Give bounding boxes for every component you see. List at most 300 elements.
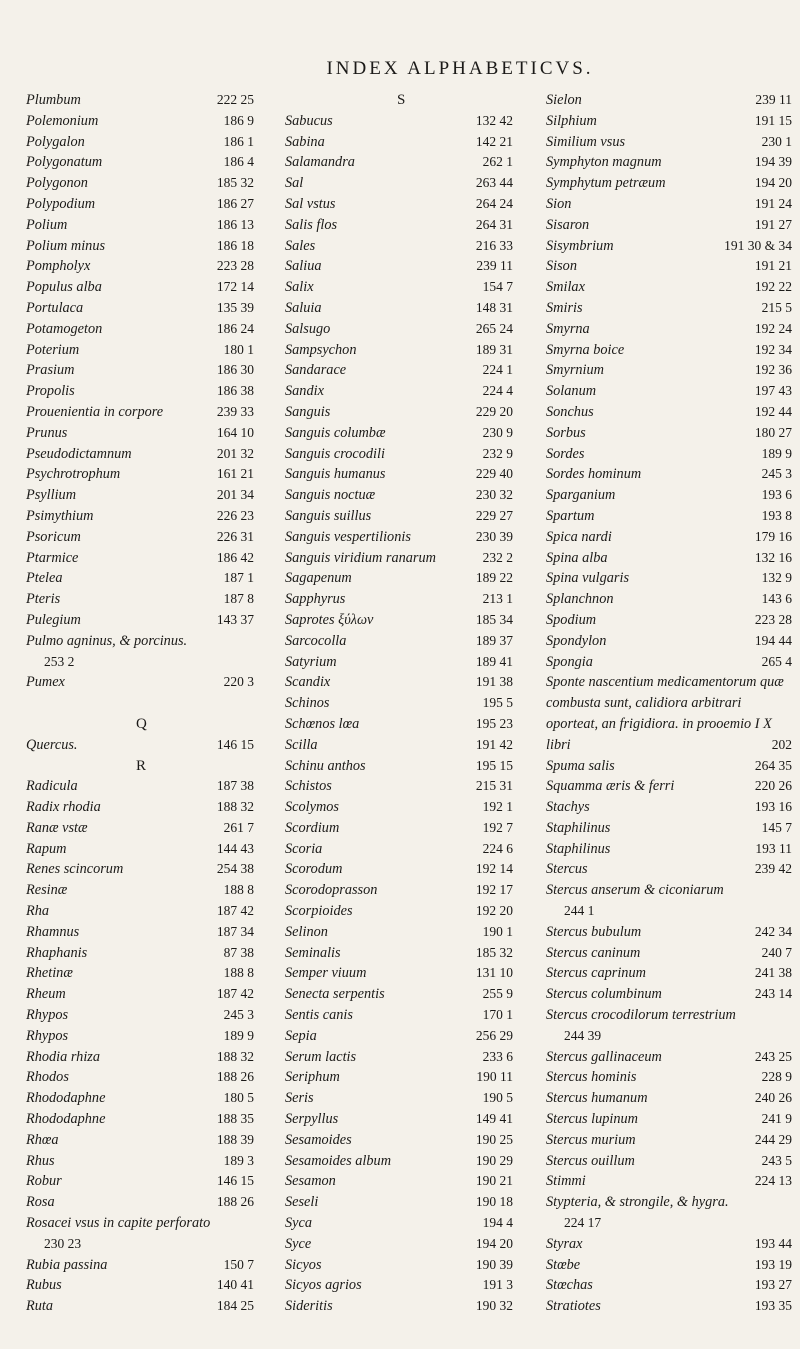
page-reference: 189 3: [223, 1152, 254, 1168]
page-reference: 144 43: [216, 840, 254, 856]
index-term: Prasium: [26, 362, 75, 379]
index-entry: [26, 1171, 254, 1192]
index-term: Propolis: [26, 383, 75, 400]
index-entry: [546, 1047, 792, 1068]
index-entry: [285, 444, 513, 465]
index-entry: [26, 402, 254, 423]
index-entry: [546, 880, 792, 922]
page-reference: 192 7: [482, 819, 513, 835]
index-entry: [26, 672, 254, 693]
index-term: Rhodos: [26, 1069, 69, 1086]
index-term: Spongia: [546, 653, 593, 670]
index-term: Sisymbrium: [546, 237, 614, 254]
index-entry: [285, 340, 513, 361]
page-reference: 202: [771, 736, 792, 752]
page-reference: 187 38: [216, 778, 254, 794]
index-term: Renes scincorum: [26, 861, 124, 878]
index-entry: [26, 1067, 254, 1088]
page-reference: 224 6: [482, 840, 513, 856]
index-term: Rhododaphne: [26, 1090, 106, 1107]
index-term: Rhodia rhiza: [26, 1048, 101, 1065]
index-entry: [546, 1275, 792, 1296]
page-reference: 215 5: [761, 299, 792, 315]
index-entry: [26, 631, 254, 673]
index-term: Rhaphanis: [26, 944, 88, 961]
index-entry: [285, 464, 513, 485]
index-term: Sal: [285, 175, 304, 192]
index-term: Pompholyx: [26, 258, 91, 275]
index-entry: [285, 1192, 513, 1213]
index-term: Sal vstus: [285, 195, 336, 212]
page-reference: 229 40: [475, 466, 513, 482]
index-term: Sison: [546, 258, 577, 275]
index-term: Scordium: [285, 819, 340, 836]
index-entry: [26, 1047, 254, 1068]
index-entry: [546, 1296, 792, 1317]
index-term: Stercus murium: [546, 1131, 636, 1148]
page-reference: 192 20: [475, 903, 513, 919]
index-term: Stachys: [546, 799, 590, 816]
index-term: Staphilinus: [546, 840, 611, 857]
index-term: Selinon: [285, 923, 328, 940]
index-term: Quercus.: [26, 736, 78, 753]
page-reference: 223 28: [216, 258, 254, 274]
index-term: Rubus: [26, 1277, 62, 1294]
index-term: Rhypos: [26, 1027, 69, 1044]
page-reference: 193 6: [761, 487, 792, 503]
page-reference: 143 6: [761, 591, 792, 607]
index-entry: [285, 568, 513, 589]
index-term: Saliua: [285, 258, 322, 275]
page-reference: 194 44: [754, 632, 792, 648]
index-entry: [285, 277, 513, 298]
index-term: Sideritis: [285, 1298, 333, 1315]
index-entry: [26, 423, 254, 444]
page-reference: 194 20: [754, 175, 792, 191]
index-term: Serpyllus: [285, 1111, 339, 1128]
index-term: Stercus bubulum: [546, 923, 642, 940]
index-entry: [285, 381, 513, 402]
index-term: Symphyton magnum: [546, 154, 662, 171]
page-reference: 224 4: [482, 383, 513, 399]
index-term: Styrax: [546, 1235, 583, 1252]
index-entry: [546, 672, 792, 755]
index-term: Prunus: [26, 424, 68, 441]
page-reference: 191 27: [754, 216, 792, 232]
index-term: Sanguis: [285, 403, 331, 420]
index-term: Stercus: [546, 861, 588, 878]
index-term: Spina alba: [546, 549, 608, 566]
page-reference: 194 20: [475, 1235, 513, 1251]
index-entry: [546, 527, 792, 548]
index-term: Sanguis vespertilionis: [285, 528, 411, 545]
page-reference: 232 9: [482, 445, 513, 461]
index-term: Psimythium: [26, 507, 94, 524]
page-reference: 170 1: [482, 1007, 513, 1023]
page-reference: 194 39: [754, 154, 792, 170]
index-term: Sorbus: [546, 424, 586, 441]
page-reference: 187 8: [223, 591, 254, 607]
index-entry: [285, 943, 513, 964]
page-reference: 190 5: [482, 1090, 513, 1106]
index-term: Rhamnus: [26, 923, 80, 940]
page-reference: 132 9: [761, 570, 792, 586]
page-reference: 185 34: [475, 611, 513, 627]
index-entry: [26, 963, 254, 984]
index-term: Rhus: [26, 1152, 55, 1169]
index-term: Smiris: [546, 299, 583, 316]
page-reference: 195 5: [482, 695, 513, 711]
index-entry: [546, 797, 792, 818]
index-term: Scolymos: [285, 799, 339, 816]
index-entry: [26, 1275, 254, 1296]
index-entry: [285, 589, 513, 610]
page-reference: 180 27: [754, 424, 792, 440]
page-reference: 240 26: [754, 1090, 792, 1106]
index-term: Senecta serpentis: [285, 986, 385, 1003]
index-term: Spuma salis: [546, 757, 615, 774]
index-entry: [285, 1171, 513, 1192]
index-entry: [26, 548, 254, 569]
index-term: Sarcocolla: [285, 632, 347, 649]
index-term: Scoria: [285, 840, 323, 857]
index-term: Stercus gallinaceum: [546, 1048, 662, 1065]
index-entry: [546, 1130, 792, 1151]
index-entry: [26, 173, 254, 194]
index-term: Sion: [546, 195, 572, 212]
index-entry: [546, 360, 792, 381]
page-reference: 195 23: [475, 715, 513, 731]
index-term: Pulmo agninus, & porcinus.: [26, 632, 188, 649]
index-term: Sicyos: [285, 1256, 322, 1273]
index-entry: [546, 859, 792, 880]
index-entry: [285, 111, 513, 132]
index-entry: [546, 1067, 792, 1088]
page-reference: 243 25: [754, 1048, 792, 1064]
index-term: Sesamoides album: [285, 1152, 392, 1169]
index-term: Splanchnon: [546, 591, 614, 608]
index-entry: [285, 1151, 513, 1172]
index-term: Seriphum: [285, 1069, 340, 1086]
index-entry: [546, 423, 792, 444]
index-term: Saluia: [285, 299, 322, 316]
page-reference: 186 30: [216, 362, 254, 378]
page-reference: 224 17: [564, 1215, 602, 1231]
index-entry: [285, 672, 513, 693]
index-entry: [285, 423, 513, 444]
page-reference: 179 16: [754, 528, 792, 544]
index-term: Pulegium: [26, 611, 81, 628]
index-entry: [285, 1026, 513, 1047]
index-entry: [546, 464, 792, 485]
page-reference: 243 5: [761, 1152, 792, 1168]
page-reference: 253 2: [44, 653, 75, 669]
page-reference: 239 33: [216, 403, 254, 419]
index-term: Ptarmice: [26, 549, 79, 566]
page-reference: 226 31: [216, 528, 254, 544]
page-reference: 191 38: [475, 674, 513, 690]
page-reference: 190 21: [475, 1173, 513, 1189]
index-entry: [26, 256, 254, 277]
index-entry: [546, 548, 792, 569]
index-term: Pteris: [26, 591, 61, 608]
index-term: Scorpioides: [285, 903, 353, 920]
index-term: Smyrna: [546, 320, 590, 337]
index-entry: [26, 1088, 254, 1109]
index-entry: [285, 1296, 513, 1317]
index-entry: [285, 735, 513, 756]
spacer: [26, 693, 254, 714]
page-reference: 186 4: [223, 154, 254, 170]
index-entry: [285, 1130, 513, 1151]
index-entry: [285, 984, 513, 1005]
page-reference: 264 35: [754, 757, 792, 773]
page-reference: 239 11: [755, 92, 792, 107]
index-term: Sisaron: [546, 216, 590, 233]
index-entry: [26, 215, 254, 236]
index-entry: [285, 714, 513, 735]
index-column-1: [26, 90, 254, 1317]
page-reference: 187 1: [223, 570, 254, 586]
index-entry: [546, 1151, 792, 1172]
index-entry: [546, 173, 792, 194]
index-term: Ptelea: [26, 570, 63, 587]
page-reference: 188 26: [216, 1194, 254, 1210]
page-reference: 243 14: [754, 986, 792, 1002]
index-entry: [26, 797, 254, 818]
page-reference: 189 22: [475, 570, 513, 586]
index-term: Populus alba: [26, 279, 102, 296]
index-entry: [546, 485, 792, 506]
index-entry: [546, 444, 792, 465]
index-term: Prouenientia in corpore: [26, 403, 164, 420]
page-reference: 191 21: [754, 258, 792, 274]
page-reference: 148 31: [475, 299, 513, 315]
page-reference: 192 36: [754, 362, 792, 378]
index-term: Sapphyrus: [285, 591, 346, 608]
index-entry: [285, 1005, 513, 1026]
index-entry: [26, 527, 254, 548]
index-entry: [285, 693, 513, 714]
index-term: Scorodum: [285, 861, 343, 878]
index-entry: [546, 194, 792, 215]
index-entry: [285, 652, 513, 673]
index-entry: [26, 381, 254, 402]
page-reference: 193 35: [754, 1298, 792, 1314]
page-reference: 87 38: [223, 944, 254, 960]
index-entry: [546, 277, 792, 298]
index-term: Smyrnium: [546, 362, 604, 379]
index-term: Sepia: [285, 1027, 317, 1044]
index-entry: [26, 880, 254, 901]
page-reference: 188 26: [216, 1069, 254, 1085]
index-term: Psyllium: [26, 487, 77, 504]
index-term: Scilla: [285, 736, 318, 753]
page-reference: 191 30 & 34: [724, 237, 792, 253]
index-term: Sordes hominum: [546, 466, 642, 483]
page-reference: 142 21: [475, 133, 513, 149]
index-entry: [285, 818, 513, 839]
index-term: Rosa: [26, 1194, 55, 1211]
index-entry: [285, 756, 513, 777]
page-reference: 190 39: [475, 1256, 513, 1272]
index-entry: [285, 506, 513, 527]
index-entry: [26, 818, 254, 839]
page-reference: 186 42: [216, 549, 254, 565]
index-entry: [546, 236, 792, 257]
page-reference: 189 37: [475, 632, 513, 648]
index-term: Ranæ vstæ: [26, 819, 88, 836]
index-entry: [26, 340, 254, 361]
index-term: Schistos: [285, 778, 332, 795]
page-reference: 186 1: [223, 133, 254, 149]
index-term: Rubia passina: [26, 1256, 108, 1273]
page-reference: 186 38: [216, 383, 254, 399]
index-term: Sesamoides: [285, 1131, 352, 1148]
index-term: Stercus anserum & ciconiarum: [546, 882, 724, 899]
index-term: Schinos: [285, 695, 330, 712]
index-term: Stratiotes: [546, 1298, 601, 1315]
page-reference: 184 25: [216, 1298, 254, 1314]
page-reference: 146 15: [216, 736, 254, 752]
index-entry: [546, 818, 792, 839]
index-term: Stercus lupinum: [546, 1111, 638, 1128]
index-term: Polium minus: [26, 237, 106, 254]
index-entry: [285, 1067, 513, 1088]
index-entry: [546, 943, 792, 964]
index-entry: [546, 132, 792, 153]
page-reference: 241 38: [754, 965, 792, 981]
index-entry: [26, 839, 254, 860]
index-term: Silphium: [546, 112, 597, 129]
page-reference: 189 9: [761, 445, 792, 461]
index-entry: [546, 963, 792, 984]
page-reference: 244 39: [564, 1027, 602, 1043]
page-reference: 132 42: [475, 112, 513, 128]
page-reference: 255 9: [482, 986, 513, 1002]
index-term: Plumbum: [26, 92, 81, 108]
index-entry: [26, 194, 254, 215]
index-entry: [26, 776, 254, 797]
index-entry: [285, 236, 513, 257]
index-entry: [285, 548, 513, 569]
index-term: Sielon: [546, 92, 582, 108]
page-reference: 164 10: [216, 424, 254, 440]
page-reference: 192 14: [475, 861, 513, 877]
index-entry: [26, 1192, 254, 1213]
index-entry: [285, 1275, 513, 1296]
index-term: Rapum: [26, 840, 67, 857]
index-entry: [26, 1026, 254, 1047]
page-reference: 194 4: [482, 1215, 513, 1231]
index-entry: [285, 797, 513, 818]
page-reference: 132 16: [754, 549, 792, 565]
index-entry: [546, 589, 792, 610]
page-reference: 226 23: [216, 507, 254, 523]
page-reference: 187 34: [216, 923, 254, 939]
index-term: Rhypos: [26, 1007, 69, 1024]
index-entry: [26, 360, 254, 381]
page-reference: 192 44: [754, 403, 792, 419]
index-term: Rosacei vsus in capite perforato: [26, 1215, 211, 1232]
page-reference: 186 27: [216, 195, 254, 211]
page-reference: 239 42: [754, 861, 792, 877]
index-entry: [546, 1005, 792, 1047]
page-reference: 193 44: [754, 1235, 792, 1251]
index-term: Sicyos agrios: [285, 1277, 362, 1294]
index-entry: [285, 963, 513, 984]
index-term: Squamma æris & ferri: [546, 778, 675, 795]
page-reference: 264 31: [475, 216, 513, 232]
index-term: Polygonon: [26, 175, 88, 192]
page-reference: 193 27: [754, 1277, 792, 1293]
page-reference: 172 14: [216, 279, 254, 295]
index-entry: [26, 1213, 254, 1255]
index-entry: [26, 1109, 254, 1130]
index-entry: [546, 652, 792, 673]
index-entry: [285, 1234, 513, 1255]
index-term: Smilax: [546, 279, 585, 296]
page-reference: 230 1: [761, 133, 792, 149]
index-term: Spodium: [546, 611, 597, 628]
page-reference: 154 7: [482, 279, 513, 295]
index-term: Syca: [285, 1215, 312, 1232]
section-letter: R: [136, 757, 147, 774]
page-reference: 192 24: [754, 320, 792, 336]
index-entry: [285, 152, 513, 173]
index-entry: [546, 381, 792, 402]
page-reference: 220 3: [223, 674, 254, 690]
index-entry: [285, 319, 513, 340]
index-entry: [285, 360, 513, 381]
index-entry: [285, 1213, 513, 1234]
page-reference: 131 10: [475, 965, 513, 981]
index-term: Portulaca: [26, 299, 84, 316]
page-reference: 191 42: [475, 736, 513, 752]
page-reference: 230 9: [482, 424, 513, 440]
page-reference: 223 28: [754, 611, 792, 627]
index-term: Sandarace: [285, 362, 347, 379]
page-reference: 232 2: [482, 549, 513, 565]
index-entry: [546, 298, 792, 319]
page-reference: 242 34: [754, 923, 792, 939]
index-entry: [285, 901, 513, 922]
page-reference: 187 42: [216, 986, 254, 1002]
index-entry: [26, 298, 254, 319]
page-reference: 195 15: [475, 757, 513, 773]
index-entry: [285, 256, 513, 277]
page-reference: 188 35: [216, 1111, 254, 1127]
index-term: Sanguis viridium ranarum: [285, 549, 436, 566]
page-reference: 191 15: [754, 112, 792, 128]
index-term: Rhœa: [26, 1131, 59, 1148]
index-entry: [285, 859, 513, 880]
page-reference: 264 24: [475, 195, 513, 211]
index-term: Sponte nascentium medicamentorum quæ combusta sunt, calidiora arbitrari oporteat, an frigidiora. in prooemio I X libri: [546, 674, 784, 753]
index-term: Sagapenum: [285, 570, 352, 587]
page-reference: 185 32: [216, 175, 254, 191]
page-reference: 261 7: [223, 819, 254, 835]
index-entry: [285, 132, 513, 153]
index-term: Similium vsus: [546, 133, 626, 150]
index-entry: [546, 922, 792, 943]
page-reference: 220 26: [754, 778, 792, 794]
page-reference: 145 7: [761, 819, 792, 835]
index-term: Sordes: [546, 445, 585, 462]
page-reference: 263 44: [475, 175, 513, 191]
page-reference: 229 27: [475, 507, 513, 523]
index-column-3: [546, 90, 792, 1317]
